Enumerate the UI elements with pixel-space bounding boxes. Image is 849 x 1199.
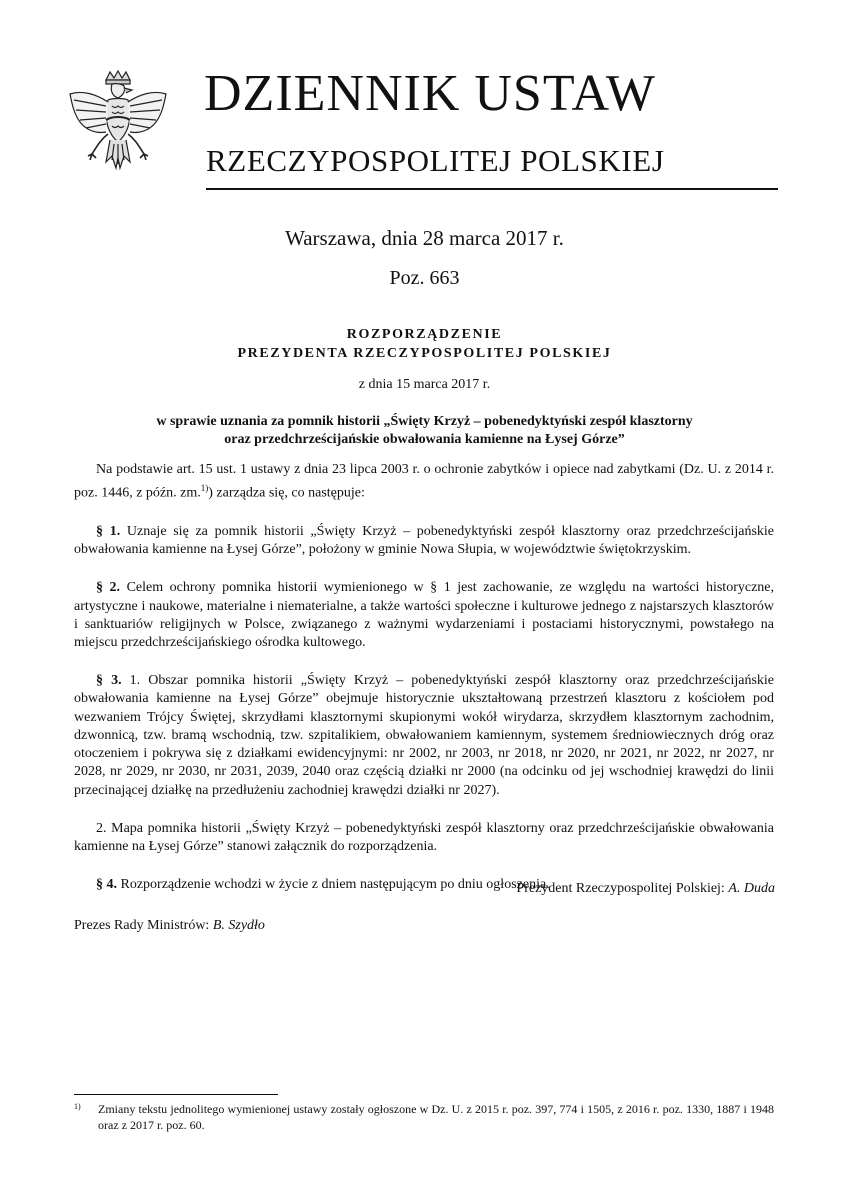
section-3-paragraph-2: 2. Mapa pomnika historii „Święty Krzyż – pobenedyktyński zespół klasztorny oraz przedchrześcijańskie obwałowania kamienne na Łysej Górze” stanowi załącznik do rozporządzenia. <box>74 820 774 854</box>
section-3: § 3. 1. Obszar pomnika historii „Święty Krzyż – pobenedyktyński zespół klasztorny oraz przedchrześcijańskie obwałowania kamienne na Łysej Górze” obejmuje historycznie ukształtowaną przestrzeń klasztoru z kościołem pod wezwaniem Trójcy Świętej, skrzydłami klasztornymi skupionymi wokół wirydarza, skrzydłem klasztornym zachodnim, dzwonnicą, tzw. bramą wschodnią, tzw. szpitalikiem, obwałowaniem kamiennym, systemem średniowiecznych dróg oraz otoczeniem i pokrywa się z działkami ewidencyjnymi: nr 2002, nr 2003, nr 2018, nr 2020, nr 2021, nr 2022, nr 2027, nr 2028, nr 2029, nr 2030, nr 2031, 2039, 2040 oraz częścią działki nr 2000 (na odcinku od jej wschodniej krawędzi do linii przecinającej działkę na przedłużeniu zachodniej krawędzi działki nr 2027). <box>74 673 775 798</box>
section-1: § 1. Uznaje się za pomnik historii „Święty Krzyż – pobenedyktyński zespół klasztorny oraz przedchrześcijańskie obwałowania kamienne na Łysej Górze”, położony w gminie Nowa Słupia, w województwie świętokrzyskim. <box>74 524 775 558</box>
act-type: ROZPORZĄDZENIE <box>346 327 503 342</box>
footnote <box>74 1101 774 1133</box>
section-1-label: § 1. <box>96 524 121 540</box>
footnote-ref: 1) <box>200 483 209 494</box>
position-number: Poz. 663 <box>389 267 460 289</box>
prime-minister-signature: Prezes Rady Ministrów: B. Szydło <box>74 918 265 933</box>
section-2: § 2. Celem ochrony pomnika historii wymienionego w § 1 jest zachowanie, ze względu na wartości historyczne, artystyczne i naukowe, materialne i niematerialne, a także wartości społeczne i kulturowe jednego z najstarszych klasztorów i sanktuariów religijnych w Polsce, związanego z ważnymi wydarzeniami i postaciami historycznymi, powstałego na miejscu przedchrześcijańskiego ośrodka kultowego. <box>74 580 774 651</box>
white-eagle-emblem-icon <box>66 70 170 186</box>
prime-minister-name: B. Szydło <box>212 918 265 933</box>
masthead-subtitle: RZECZYPOSPOLITEJ POLSKIEJ <box>206 143 665 178</box>
footnote-mark: 1) <box>74 1102 81 1111</box>
president-signature: Prezydent Rzeczypospolitej Polskiej: A. Duda <box>516 881 775 896</box>
act-body <box>74 461 774 914</box>
section-4-label: § 4. <box>96 877 117 893</box>
act-subject-line-1: w sprawie uznania za pomnik historii „Święty Krzyż – pobenedyktyński zespół klasztorny <box>156 414 693 429</box>
section-4: § 4. Rozporządzenie wchodzi w życie z dniem następującym po dniu ogłoszenia. <box>96 877 550 893</box>
publication-dateline: Warszawa, dnia 28 marca 2017 r. <box>285 226 564 250</box>
masthead-title: DZIENNIK USTAW <box>204 65 656 122</box>
footnote-text: Zmiany tekstu jednolitego wymienionej ustawy zostały ogłoszone w Dz. U. z 2015 r. poz. 397, 774 i 1505, z 2016 r. poz. 1330, 1887 i 1948 oraz z 2017 r. poz. 60. <box>98 1102 774 1132</box>
president-name: A. Duda <box>728 881 775 896</box>
preamble: Na podstawie art. 15 ust. 1 ustawy z dnia 23 lipca 2003 r. o ochronie zabytków i opiece nad zabytkami (Dz. U. z 2014 r. poz. 1446, z późn. zm.$^{1)}$) zarządza się, co następuje: <box>74 462 774 501</box>
act-issuer: PREZYDENTA RZECZYPOSPOLITEJ POLSKIEJ <box>237 346 612 361</box>
masthead <box>66 62 778 196</box>
act-subject-line-2: oraz przedchrześcijańskie obwałowania kamienne na Łysej Górze” <box>224 432 625 447</box>
section-3-label: § 3. <box>96 673 122 689</box>
act-date: z dnia 15 marca 2017 r. <box>358 377 491 392</box>
act-subject <box>0 413 849 449</box>
footnote-rule <box>74 1094 278 1095</box>
masthead-rule <box>206 188 778 190</box>
section-2-label: § 2. <box>96 580 121 596</box>
